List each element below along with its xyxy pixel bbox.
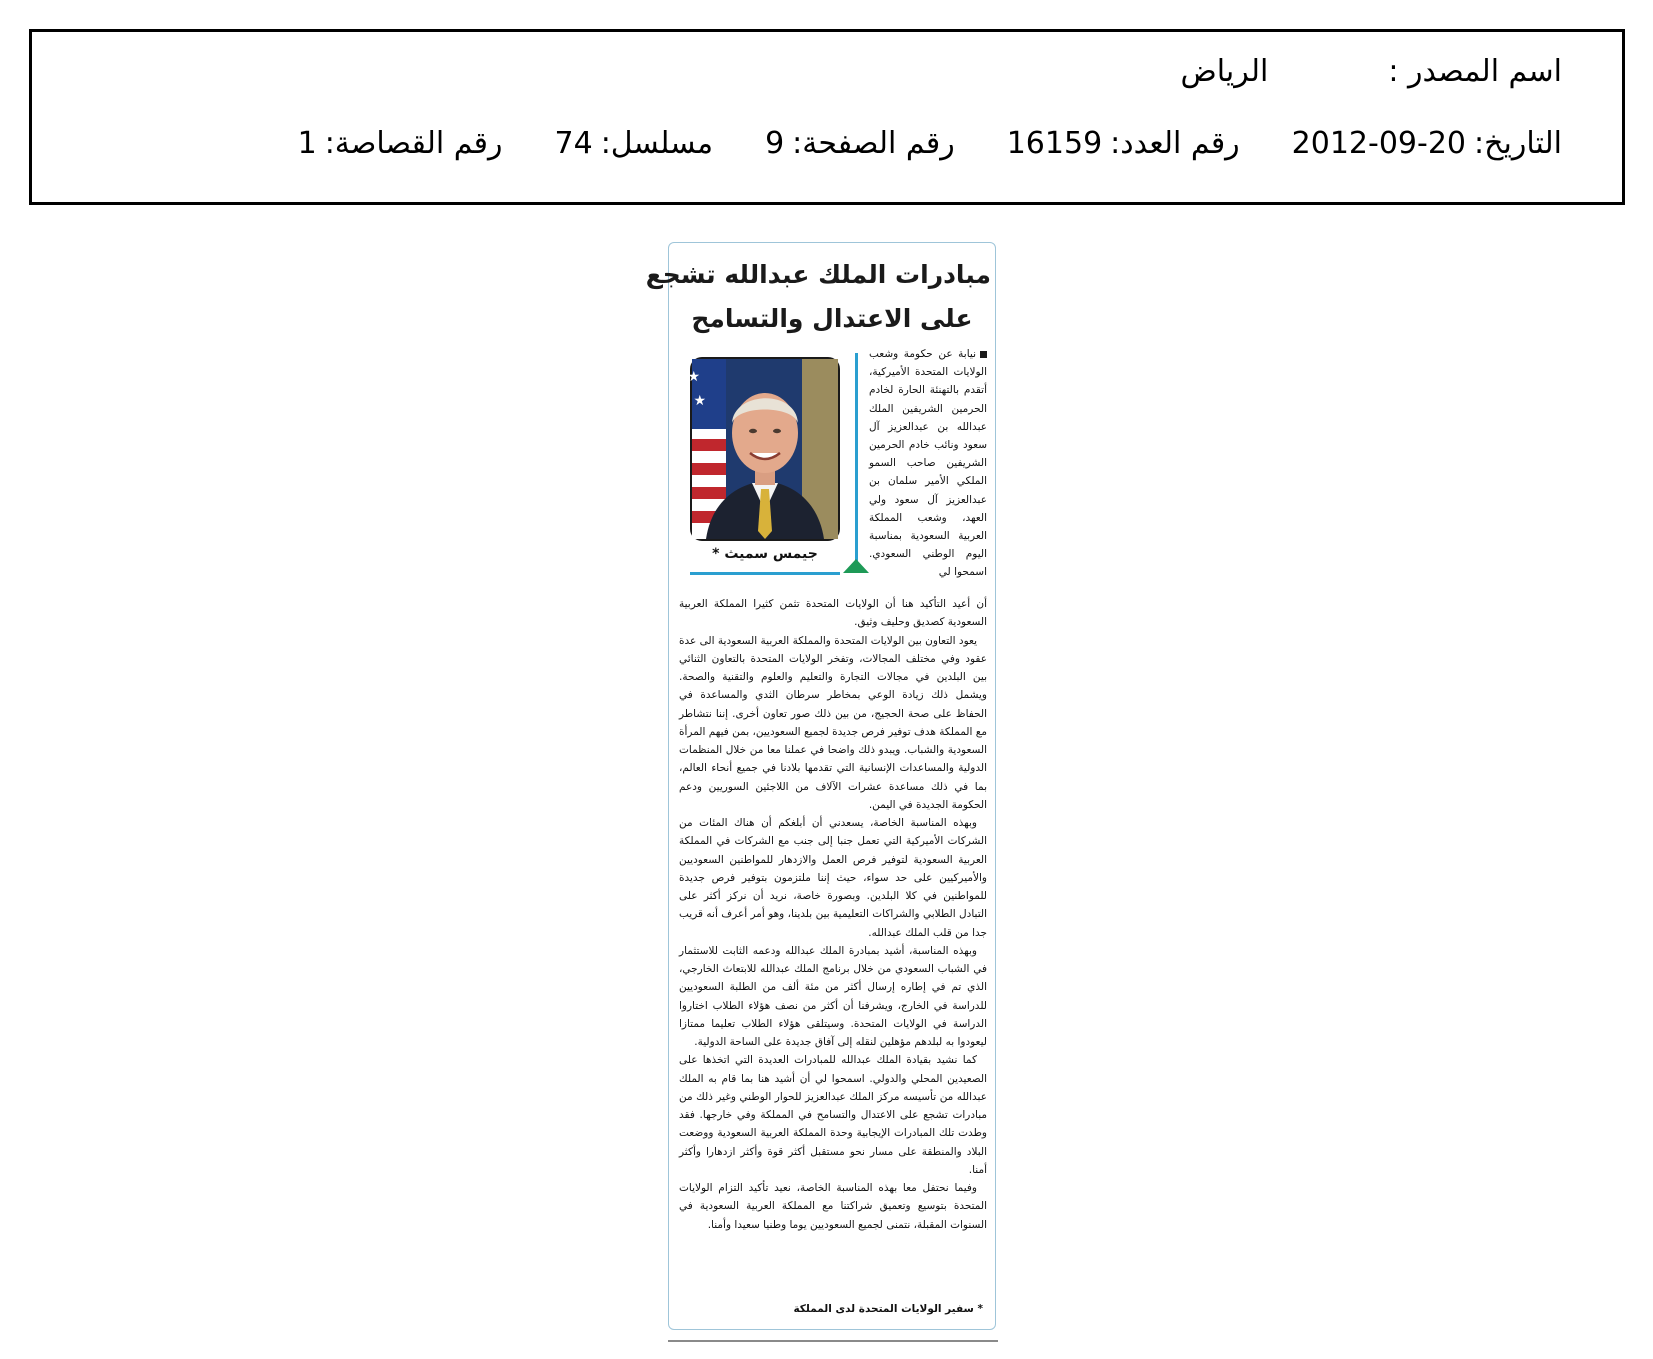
- article-headline: [645, 253, 991, 341]
- clip-label: رقم القصاصة:: [324, 126, 503, 161]
- body-paragraph: وبهذه المناسبة الخاصة، يسعدني أن أبلغكم أن هناك المئات من الشركات الأميركية التي تعمل جنبا إلى جنب مع الشركات في المملكة العربية السعودية لتوفير فرص العمل والازدهار للمواطنين السعوديين والأميركيين على حد سواء، حيث إننا ملتزمون بتوفير فرص جديدة للمواطنين في كلا البلدين. وبصورة خاصة، نريد أن نركز أكثر على التبادل الطلابي والشراكات التعليمية بين بلدينا، وهو أمر أعرف أنه قريب جدا من قلب الملك عبدالله.: [679, 817, 987, 939]
- author-portrait: [687, 357, 840, 541]
- author-byline: جيمس سميث *: [712, 546, 818, 562]
- svg-text:★: ★: [693, 393, 706, 409]
- article-body: [679, 595, 987, 1234]
- lead-column: [869, 345, 987, 582]
- date-value: 2012-09-20: [1291, 126, 1467, 161]
- column-divider: [855, 353, 858, 567]
- square-bullet-icon: [980, 351, 987, 358]
- body-paragraph: كما نشيد بقيادة الملك عبدالله للمبادرات العديدة التي اتخذها على الصعيدين المحلي والدولي. اسمحوا لي أن أشيد هنا بما قام به الملك عبدالله من تأسيسه مركز الملك عبدالعزيز للحوار الوطني وغير ذلك من مبادرات تشجع على الاعتدال والتسامح في المملكة وفي خارجها. فقد وطدت تلك المبادرات الإيجابية وحدة المملكة العربية السعودية ووضعت البلاد والمنطقة على مسار نحو مستقبل أكثر قوة وأكثر ازدهارا وأكثر أمنا.: [679, 1054, 987, 1176]
- date-label: التاريخ:: [1474, 126, 1562, 161]
- headline-line-1: مبادرات الملك عبدالله تشجع: [645, 260, 991, 289]
- serial-field: [555, 126, 714, 161]
- byline-rule: [690, 572, 840, 575]
- page-field: [765, 126, 955, 161]
- flag-stripe-3: [692, 487, 726, 499]
- flag-stripe-1: [692, 439, 726, 451]
- lead-continuation: أن أعيد التأكيد هنا أن الولايات المتحدة تثمن كثيرا المملكة العربية السعودية كصديق وحليف وثيق.: [679, 598, 987, 629]
- lead-text: نيابة عن حكومة وشعب الولايات المتحدة الأميركية، أتقدم بالتهنئة الحارة لخادم الحرمين الشريفين الملك عبدالله بن عبدالعزيز آل سعود ونائب خادم الحرمين الشريفين صاحب السمو الملكي الأمير سلمان بن عبدالعزيز آل سعود ولي العهد، وشعب المملكة العربية السعودية بمناسبة اليوم الوطني السعودي. اسمحوا لي: [869, 348, 987, 579]
- body-paragraph: يعود التعاون بين الولايات المتحدة والمملكة العربية السعودية الى عدة عقود وفي مختلف المجالات، وتفخر الولايات المتحدة بالتعاون الثنائي بين البلدين في مجالات التجارة والتعليم والعلوم والتقنية والصحة. ويشمل ذلك زيادة الوعي بمخاطر سرطان الثدي والمساعدة في الحفاظ على صحة الحجيج، من بين ذلك صور تعاون أخرى. إننا نتشاطر مع المملكة هدف توفير فرص جديدة لجميع السعوديين، بمن فيهم المرأة السعودية والشباب. ويبدو ذلك واضحا في عملنا معا من خلال المنظمات الدولية والمساعدات الإنسانية التي تقدمها بلادنا في جميع أنحاء العالم، بما في ذلك مساعدة عشرات الآلاف من اللاجئين السوريين ودعم الحكومة الجديدة في اليمن.: [679, 634, 987, 811]
- page-label: رقم الصفحة:: [792, 126, 955, 161]
- clipping-metadata-box: [29, 29, 1625, 205]
- issue-field: [1007, 126, 1240, 161]
- clip-field: [298, 126, 503, 161]
- newspaper-clipping: [645, 242, 996, 1330]
- clipping-edge-line: [668, 1340, 998, 1342]
- flag-stripe-2: [692, 463, 726, 475]
- body-paragraph: وبهذه المناسبة، أشيد بمبادرة الملك عبدالله ودعمه الثابت للاستثمار في الشباب السعودي من خلال برنامج الملك عبدالله للابتعاث الخارجي، الذي تم في إطاره إرسال أكثر من مئة ألف من الطلبة السعوديين للدراسة في الخارج، ويشرفنا أن أكثر من نصف هؤلاء الطلاب اختاروا الدراسة في الولايات المتحدة. وسيتلقى هؤلاء الطلاب تعليما ممتازا ليعودوا به لبلدهم مؤهلين لنقله إلى آفاق جديدة على الساحة الدولية.: [679, 944, 987, 1048]
- issue-value: 16159: [1006, 126, 1103, 161]
- source-field: [1181, 54, 1562, 89]
- clip-value: 1: [297, 126, 317, 161]
- page-value: 9: [765, 126, 785, 161]
- source-row: [1181, 54, 1562, 89]
- body-paragraph: وفيما نحتفل معا بهذه المناسبة الخاصة، نعيد تأكيد التزام الولايات المتحدة بتوسيع وتعميق شراكتنا مع المملكة العربية السعودية في السنوات المقبلة، نتمنى لجميع السعوديين يوما وطنيا سعيدا وأمنا.: [679, 1182, 987, 1231]
- date-field: [1292, 126, 1562, 161]
- serial-value: 74: [554, 126, 593, 161]
- details-row: [298, 126, 1562, 161]
- portrait-illustration: [687, 359, 838, 539]
- source-value: الرياض: [1180, 54, 1269, 89]
- source-label: اسم المصدر :: [1388, 54, 1562, 89]
- headline-line-2: على الاعتدال والتسامح: [691, 304, 973, 333]
- green-triangle-icon: [843, 559, 869, 573]
- serial-label: مسلسل:: [600, 126, 714, 161]
- issue-label: رقم العدد:: [1110, 126, 1240, 161]
- author-footnote: * سفير الولايات المتحدة لدى المملكة: [793, 1303, 983, 1315]
- svg-text:★: ★: [687, 369, 700, 385]
